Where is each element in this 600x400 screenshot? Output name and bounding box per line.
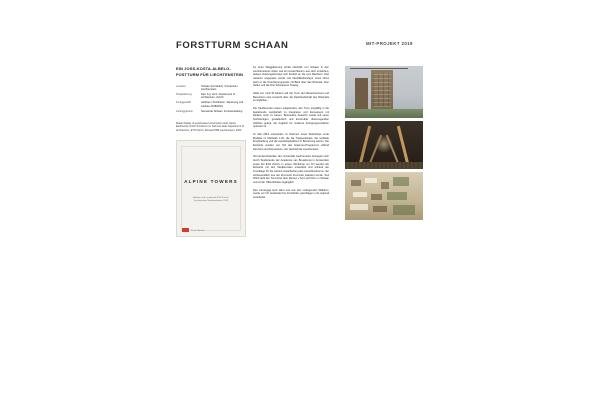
page-title: FORSTTURM SCHAAN xyxy=(176,40,289,51)
credit-row xyxy=(176,93,244,100)
cover-title: ALPINE TOWERS xyxy=(184,179,238,185)
credit-value: Dipl. Ing. Arch. Department of Architecture, Zurich xyxy=(201,92,236,100)
model-green-area xyxy=(387,192,407,200)
model-block xyxy=(351,180,361,186)
photo-aerial-site-model xyxy=(345,172,423,220)
credit-key: Projektleitung xyxy=(176,92,192,96)
body-paragraph: Das vorrangige Holz dient erst aus den umliegenden Wäldern; wurde vor Ort bearbeitet bei Forsthöfen geschlagen und regional verarbeitet. xyxy=(253,188,329,200)
model-block xyxy=(373,206,387,212)
credit-row xyxy=(176,85,244,92)
tower-secondary xyxy=(355,78,368,110)
tower-primary xyxy=(371,70,393,110)
book-cover-figure xyxy=(176,140,246,237)
body-paragraph: Die Studierenden waren aufgefordert, den Turm sorgfältig in die bestehende Landschaft zu integrieren und konsequent mit lokalem Holz zu bauen. Besondere Aussicht wurde auf einen hochwertigen, gestalterisch und konstruktiv überzeugenden Holzbau gelegt: die zugleich für moderne Fertigungsverfahren optimiert ist. xyxy=(253,107,329,129)
project-meta: MIT-PROJEKT 2019 xyxy=(366,41,413,46)
model-block xyxy=(353,192,367,197)
body-paragraph: An einer Waggabierung erhält oberhalb von Schaan in den Liechtensteiner Alpen seit ein Aussichtsturm aus Holz entstehen, dessen Nutzungskonzept sich flexibel an die vom Bauherrn zwei weiteren angepasst wurde: Als Identifikationsfigur eines Ortes steht er als Orientierungspunkt mit Blick über das Rheintal, über Vaduz und die Drei Schwestern hinweg. xyxy=(253,66,329,88)
main-text-column xyxy=(253,66,329,204)
model-block xyxy=(365,178,377,183)
photo-tower-construction xyxy=(345,66,423,118)
credit-key: Fertiggestellt xyxy=(176,101,191,105)
left-column xyxy=(176,66,244,237)
crane-line xyxy=(350,68,408,69)
cover-frame xyxy=(181,146,241,231)
photo-interior-timber-structure xyxy=(345,121,423,169)
body-paragraph: Vier Entwurfsstudien der Universität Liechtenstein bewegten sich durch Studierende der Academie van Bouwkunst in Amsterdam sowie der ETH Zürich. In einem Workshop vor Ort wurden die Entwürfe mit den Studierenden entwickelt und anhand der Grundlage für die weitere Ausarbeitung des Ausschlussturms, der schlussendlich aus der Zimmerei Frommelt realisiert wurde. Seit 2024 steht der Turmunter dem Namen «Turm auf Drei» in Schaan und ist der Öffentlichkeit zugänglich. xyxy=(253,155,329,185)
credit-value: Gemeinde Schaan, Forstverwaltung xyxy=(201,109,243,113)
cover-imprint: Park Books xyxy=(191,229,205,232)
credit-value: Schaan (FL/Vaduz), Fürstentum Liechtenstein xyxy=(201,84,238,92)
timber-beam xyxy=(397,126,409,164)
credit-row xyxy=(176,101,244,108)
model-green-area xyxy=(393,177,409,186)
body-paragraph: Im Mai 2019 entstanden im Rahmen eines Workshops erste Modelle im Maßstab 1:20, die die Tragwerksidee, die vertikale Erschließung und die Aussichtsplattform in Beziehung setzen. Die Entwürfe wurden von Teil des Erasmus-Programms «Wood Structure and Expression» der Hochschule Liechtenstein. xyxy=(253,133,329,151)
credit-row xyxy=(176,110,244,113)
model-green-area xyxy=(393,205,415,215)
lede-text: EIN JOSS-KOSTA-ALBELO-FOSTTURM FÜR LIECHTENSTEIN xyxy=(176,66,244,77)
credits-block xyxy=(176,85,244,113)
ground-band xyxy=(345,109,423,118)
model-block xyxy=(371,194,382,200)
floor-band xyxy=(345,162,423,169)
publisher-badge-icon xyxy=(182,228,189,232)
credit-value: Holzbau / Sichtbeton, Sanierung und Ausbau 2018/2019 xyxy=(201,101,244,108)
model-block xyxy=(350,204,368,210)
credit-key: Location xyxy=(176,84,186,88)
footnote-text: Model display of wood-based construction field. Alpine Earthworks GmbH Forstturm im Sammel-Atlas Department of Architecture, ETH Zürich, Schaan/HSB Liechtenstein, 2020. xyxy=(176,122,244,132)
cover-subtitle: Holzbau und Landschaft ETH Zürich / Liechtenstein Studienarbeiten 2019 xyxy=(192,197,230,203)
model-block xyxy=(381,182,389,189)
timber-beam xyxy=(359,126,371,164)
image-column xyxy=(345,66,423,223)
body-paragraph: Hölle von rund 30 Metern soll der Turm den Besucherinnen und Besuchern eine Aussicht über die Dachlandschaft des Rheintals ermöglichen. xyxy=(253,92,329,103)
credit-key: Auftraggeberin xyxy=(176,109,194,113)
